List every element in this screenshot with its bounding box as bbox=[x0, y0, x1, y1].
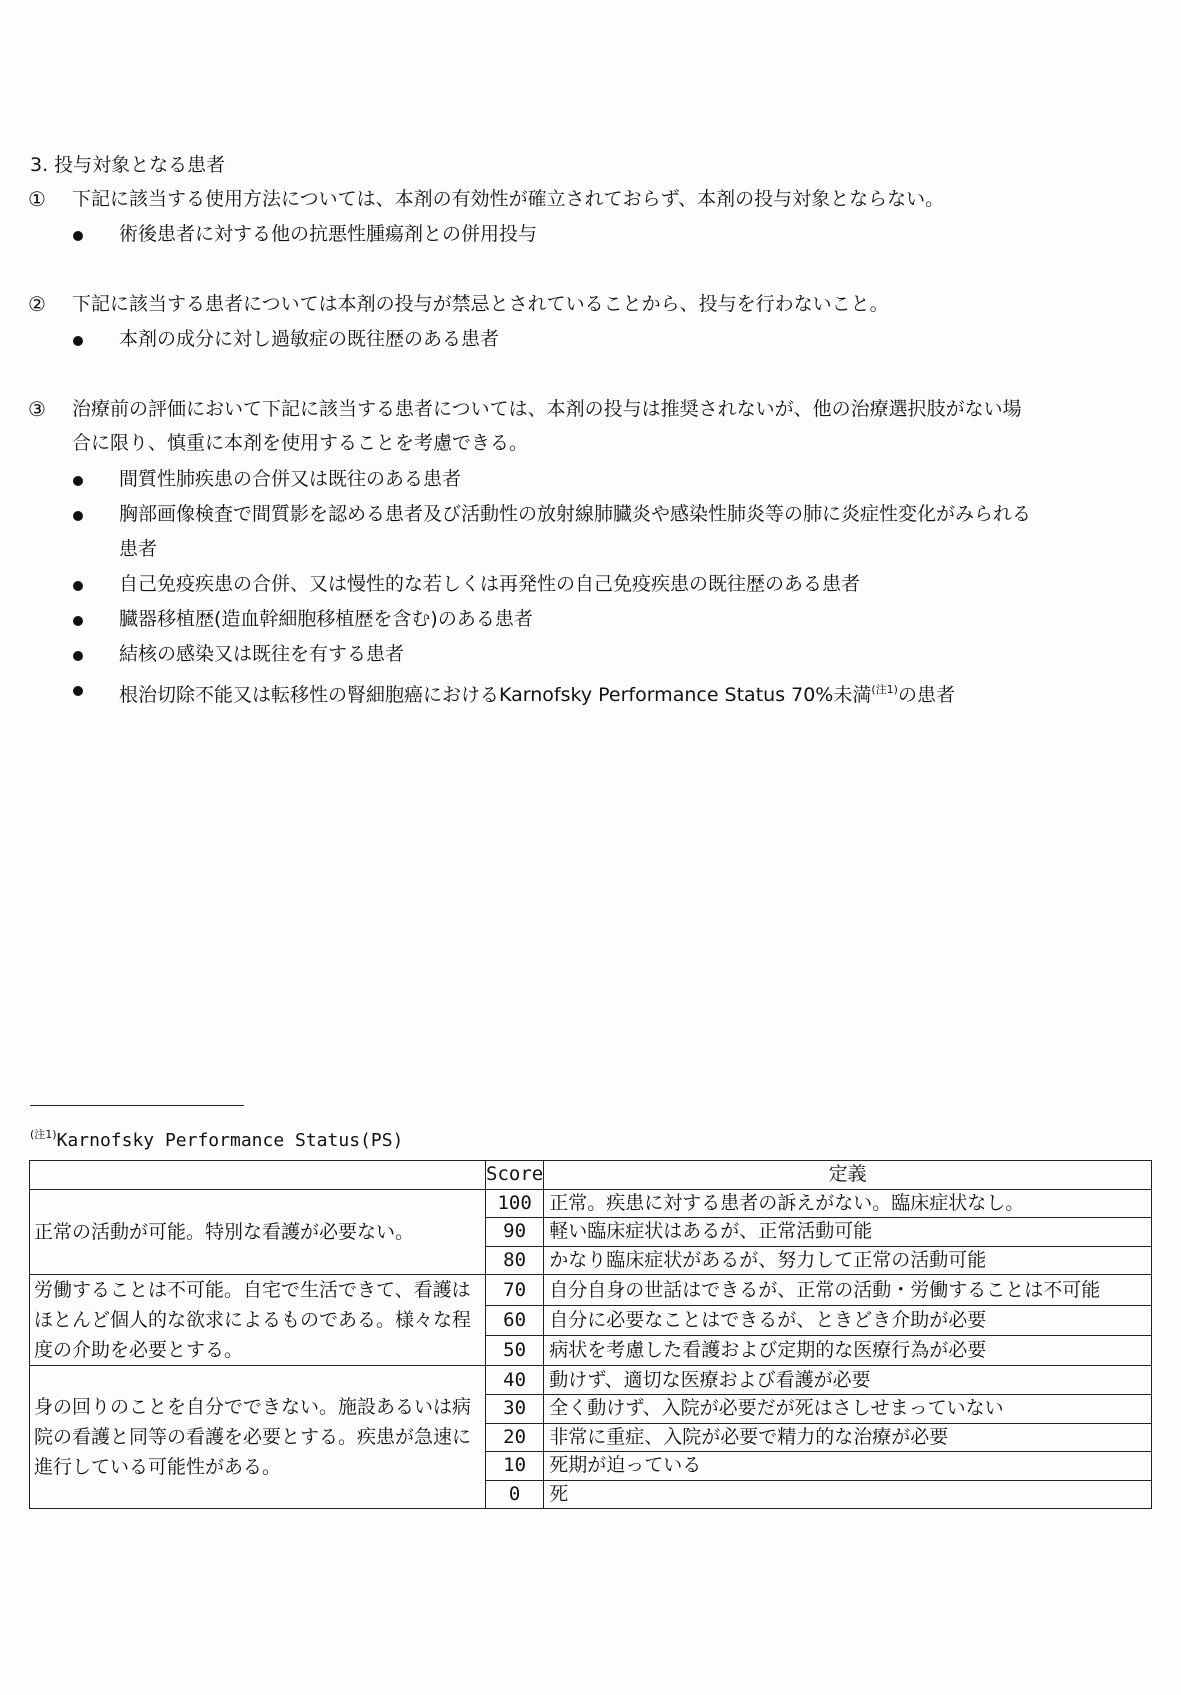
score-cell: 40 bbox=[486, 1366, 544, 1395]
item-2-bullet-1: 本剤の成分に対し過敏症の既往歴のある患者 bbox=[119, 328, 500, 350]
score-cell: 80 bbox=[486, 1246, 544, 1275]
item-number-1: ① bbox=[28, 187, 46, 211]
header-score: Score bbox=[486, 1161, 544, 1190]
score-cell: 60 bbox=[486, 1305, 544, 1335]
group-description-3: 身の回りのことを自分でできない。施設あるいは病院の看護と同等の看護を必要とする。疾患が急速に進行している可能性がある。 bbox=[30, 1366, 486, 1509]
definition-cell: 死 bbox=[544, 1480, 1152, 1509]
score-cell: 100 bbox=[486, 1189, 544, 1218]
footnote-marker: (注1) bbox=[30, 1128, 57, 1141]
footnote-title-text: Karnofsky Performance Status(PS) bbox=[56, 1130, 404, 1151]
score-cell: 70 bbox=[486, 1275, 544, 1305]
group-description-1: 正常の活動が可能。特別な看護が必要ない。 bbox=[30, 1189, 486, 1275]
item-number-3: ③ bbox=[28, 397, 46, 421]
item-3-bullet-2-line-2: 患者 bbox=[119, 538, 158, 560]
score-cell: 90 bbox=[486, 1218, 544, 1247]
item-1-bullet-1: 術後患者に対する他の抗悪性腫瘍剤との併用投与 bbox=[119, 223, 538, 245]
bullet-icon bbox=[73, 616, 83, 626]
item-3-bullet-6-text-after: の患者 bbox=[897, 684, 955, 706]
definition-cell: 自分に必要なことはできるが、ときどき介助が必要 bbox=[544, 1305, 1152, 1335]
definition-cell: 病状を考慮した看護および定期的な医療行為が必要 bbox=[544, 1336, 1152, 1366]
definition-cell: 動けず、適切な医療および看護が必要 bbox=[544, 1366, 1152, 1395]
header-group bbox=[30, 1161, 486, 1190]
score-cell: 10 bbox=[486, 1452, 544, 1481]
group-description-2: 労働することは不可能。自宅で生活できて、看護はほとんど個人的な欲求によるものである。様々な程度の介助を必要とする。 bbox=[30, 1275, 486, 1366]
item-number-2: ② bbox=[28, 292, 46, 316]
score-cell: 50 bbox=[486, 1336, 544, 1366]
item-3-bullet-1: 間質性肺疾患の合併又は既往のある患者 bbox=[119, 468, 462, 490]
definition-cell: 軽い臨床症状はあるが、正常活動可能 bbox=[544, 1218, 1152, 1247]
item-3-bullet-6 bbox=[119, 672, 955, 713]
definition-cell: 死期が迫っている bbox=[544, 1452, 1152, 1481]
bullet-icon bbox=[73, 686, 83, 696]
table-row bbox=[30, 1189, 1152, 1218]
header-definition: 定義 bbox=[544, 1161, 1152, 1190]
item-3-text-line-1: 治療前の評価において下記に該当する患者については、本剤の投与は推奨されないが、他の治療選択肢がない場 bbox=[72, 398, 1022, 420]
item-3-text-line-2: 合に限り、慎重に本剤を使用することを考慮できる。 bbox=[72, 432, 529, 454]
footnote-reference: (注1) bbox=[871, 683, 898, 696]
definition-cell: 正常。疾患に対する患者の訴えがない。臨床症状なし。 bbox=[544, 1189, 1152, 1218]
table-row bbox=[30, 1275, 1152, 1305]
bullet-icon bbox=[73, 231, 83, 241]
footnote-title bbox=[30, 1126, 403, 1151]
footnote-divider bbox=[30, 1105, 244, 1106]
item-2-text: 下記に該当する患者については本剤の投与が禁忌とされていることから、投与を行わないこと。 bbox=[72, 293, 889, 315]
bullet-icon bbox=[73, 476, 83, 486]
item-3-bullet-4: 臓器移植歴(造血幹細胞移植歴を含む)のある患者 bbox=[119, 608, 533, 630]
score-cell: 0 bbox=[486, 1480, 544, 1509]
bullet-icon bbox=[73, 511, 83, 521]
table-row bbox=[30, 1366, 1152, 1395]
item-3-bullet-5: 結核の感染又は既往を有する患者 bbox=[119, 643, 405, 665]
score-cell: 30 bbox=[486, 1394, 544, 1423]
definition-cell: 非常に重症、入院が必要で精力的な治療が必要 bbox=[544, 1423, 1152, 1452]
bullet-icon bbox=[73, 336, 83, 346]
bullet-icon bbox=[73, 651, 83, 661]
item-3-bullet-2-line-1: 胸部画像検査で間質影を認める患者及び活動性の放射線肺臓炎や感染性肺炎等の肺に炎症性変化がみられる bbox=[119, 503, 1032, 525]
definition-cell: かなり臨床症状があるが、努力して正常の活動可能 bbox=[544, 1246, 1152, 1275]
karnofsky-table bbox=[29, 1160, 1152, 1509]
item-1-text: 下記に該当する使用方法については、本剤の有効性が確立されておらず、本剤の投与対象とならない。 bbox=[72, 188, 945, 210]
bullet-icon bbox=[73, 581, 83, 591]
definition-cell: 自分自身の世話はできるが、正常の活動・労働することは不可能 bbox=[544, 1275, 1152, 1305]
score-cell: 20 bbox=[486, 1423, 544, 1452]
section-heading: 3. 投与対象となる患者 bbox=[30, 154, 226, 176]
item-3-bullet-6-text: 根治切除不能又は転移性の腎細胞癌におけるKarnofsky Performance Status 70%未満 bbox=[119, 684, 872, 706]
definition-cell: 全く動けず、入院が必要だが死はさしせまっていない bbox=[544, 1394, 1152, 1423]
table-header-row bbox=[30, 1161, 1152, 1190]
item-3-bullet-3: 自己免疫疾患の合併、又は慢性的な若しくは再発性の自己免疫疾患の既往歴のある患者 bbox=[119, 573, 861, 595]
